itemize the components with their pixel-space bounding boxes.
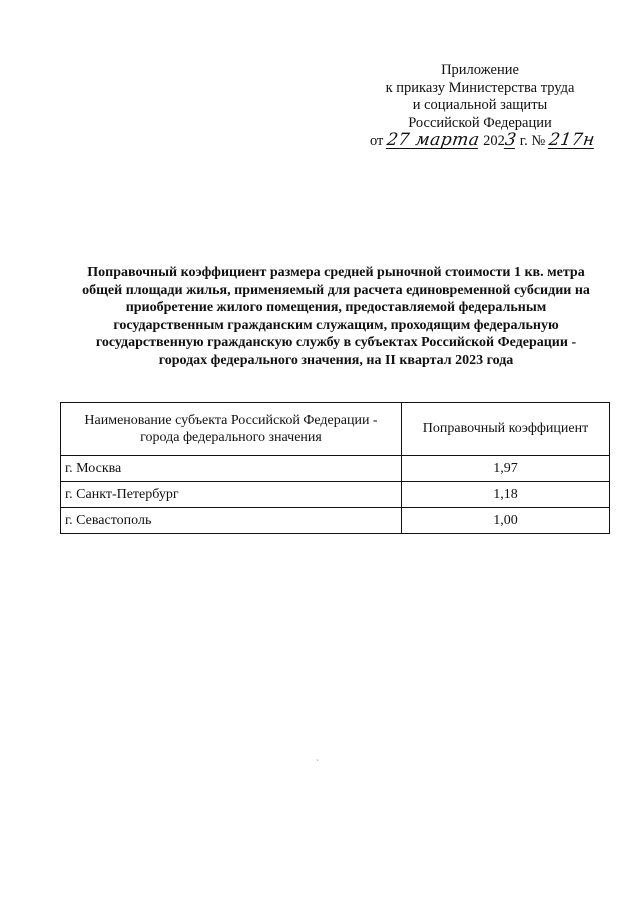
order-day-month: 27 марта <box>385 130 481 150</box>
coefficient-cell: 1,00 <box>402 508 610 534</box>
city-cell: г. Санкт-Петербург <box>61 482 402 508</box>
coefficient-table <box>60 402 610 534</box>
title-line: общей площади жилья, применяемый для расчета единовременной субсидии на <box>82 282 590 298</box>
coefficient-cell: 1,18 <box>402 482 610 508</box>
document-title <box>56 264 616 370</box>
appendix-order-line: к приказу Министерства труда <box>385 79 575 96</box>
appendix-country-line: Российской Федерации <box>408 114 552 131</box>
city-cell: г. Москва <box>61 456 402 482</box>
order-year-start: 202 <box>483 133 505 149</box>
table-row <box>61 456 610 482</box>
title-line: Поправочный коэффициент размера средней рыночной стоимости 1 кв. метра <box>87 265 585 280</box>
order-date-number <box>360 132 600 151</box>
order-prefix: от <box>370 133 384 149</box>
header-coefficient: Поправочный коэффициент <box>402 403 610 456</box>
title-line: государственным гражданским служащим, проходящим федеральную <box>113 317 559 333</box>
order-year-end: 3 <box>503 130 518 150</box>
order-year-suffix: г. № <box>519 133 546 149</box>
table-row <box>61 482 610 508</box>
table-header-row <box>61 403 610 456</box>
appendix-ministry-line: и социальной защиты <box>412 97 548 113</box>
title-line: государственную гражданскую службу в субъектах Российской Федерации - <box>95 335 577 351</box>
appendix-block <box>360 62 600 151</box>
coefficient-cell: 1,97 <box>402 456 610 482</box>
appendix-label: Приложение <box>441 62 519 78</box>
header-city: Наименование субъекта Российской Федерации - города федерального значения <box>61 403 402 456</box>
scan-mark: ˎ <box>316 751 319 761</box>
order-number: 217н <box>547 130 596 150</box>
title-line: городах федерального значения, на II квартал 2023 года <box>158 352 514 368</box>
city-cell: г. Севастополь <box>61 508 402 534</box>
table-row <box>61 508 610 534</box>
title-line: приобретение жилого помещения, предоставляемой федеральным <box>125 300 547 316</box>
